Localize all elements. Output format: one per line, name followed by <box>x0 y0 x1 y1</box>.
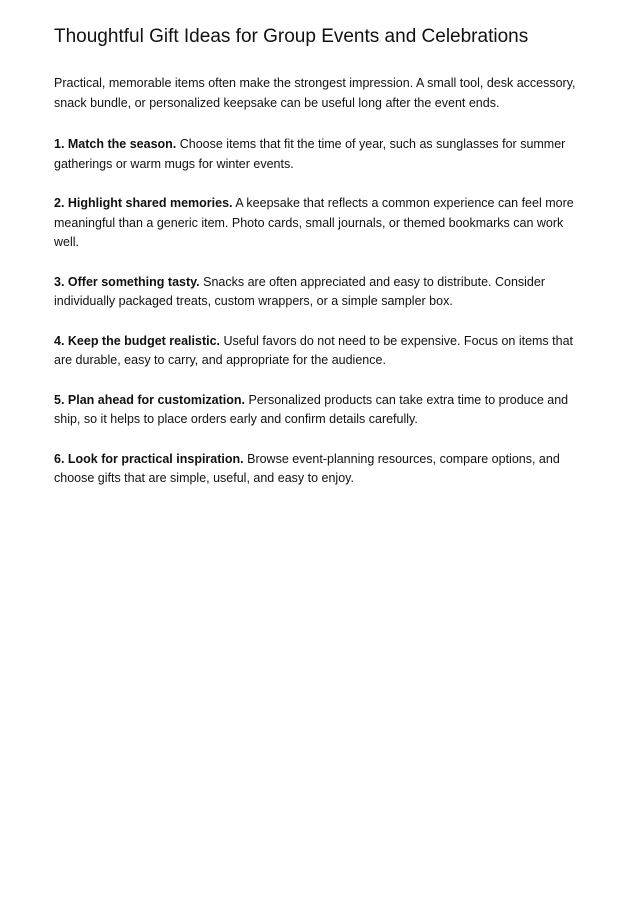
tip-text-1: Choose items that fit the time of year, such as sunglasses for summer gatherings or warm mugs for winter events. <box>54 137 566 171</box>
tip-section-1 <box>54 135 584 174</box>
tip-paragraph-6 <box>54 450 584 489</box>
tip-section-4 <box>54 332 584 371</box>
tip-label-2: 2. Highlight shared memories. <box>54 196 233 211</box>
tip-section-2 <box>54 194 584 253</box>
tip-label-3: 3. Offer something tasty. <box>54 274 200 289</box>
tip-section-3 <box>54 273 584 312</box>
tip-text-3: Snacks are often appreciated and easy to distribute. Consider individually packaged treats, custom wrappers, or a simple sampler box. <box>54 274 545 309</box>
tip-label-6: 6. Look for practical inspiration. <box>54 451 244 466</box>
tip-paragraph-2 <box>54 194 584 253</box>
tip-label-5: 5. Plan ahead for customization. <box>54 392 246 407</box>
tip-label-1: 1. Match the season. <box>54 137 177 152</box>
tip-text-6: Browse event-planning resources, compare options, and choose gifts that are simple, useful, and easy to enjoy. <box>54 451 560 486</box>
tip-text-5: Personalized products can take extra time to produce and ship, so it helps to place orders early and confirm details carefully. <box>54 392 569 427</box>
tip-section-5 <box>54 391 584 430</box>
tip-section-6 <box>54 450 584 489</box>
intro-paragraph: Practical, memorable items often make the strongest impression. A small tool, desk accessory, snack bundle, or personalized keepsake can be useful long after the event ends. <box>54 76 576 110</box>
tip-paragraph-3 <box>54 273 584 312</box>
tip-paragraph-5 <box>54 391 584 430</box>
tip-text-2: A keepsake that reflects a common experience can feel more meaningful than a generic item. Photo cards, small journals, or themed bookmarks can work well. <box>54 196 574 250</box>
tip-paragraph-4 <box>54 332 584 371</box>
tip-paragraph-1 <box>54 135 584 174</box>
tip-label-4: 4. Keep the budget realistic. <box>54 333 221 348</box>
document-title: Thoughtful Gift Ideas for Group Events and Celebrations <box>54 26 529 47</box>
tip-text-4: Useful favors do not need to be expensive. Focus on items that are durable, easy to carry, and appropriate for the audience. <box>54 333 574 368</box>
